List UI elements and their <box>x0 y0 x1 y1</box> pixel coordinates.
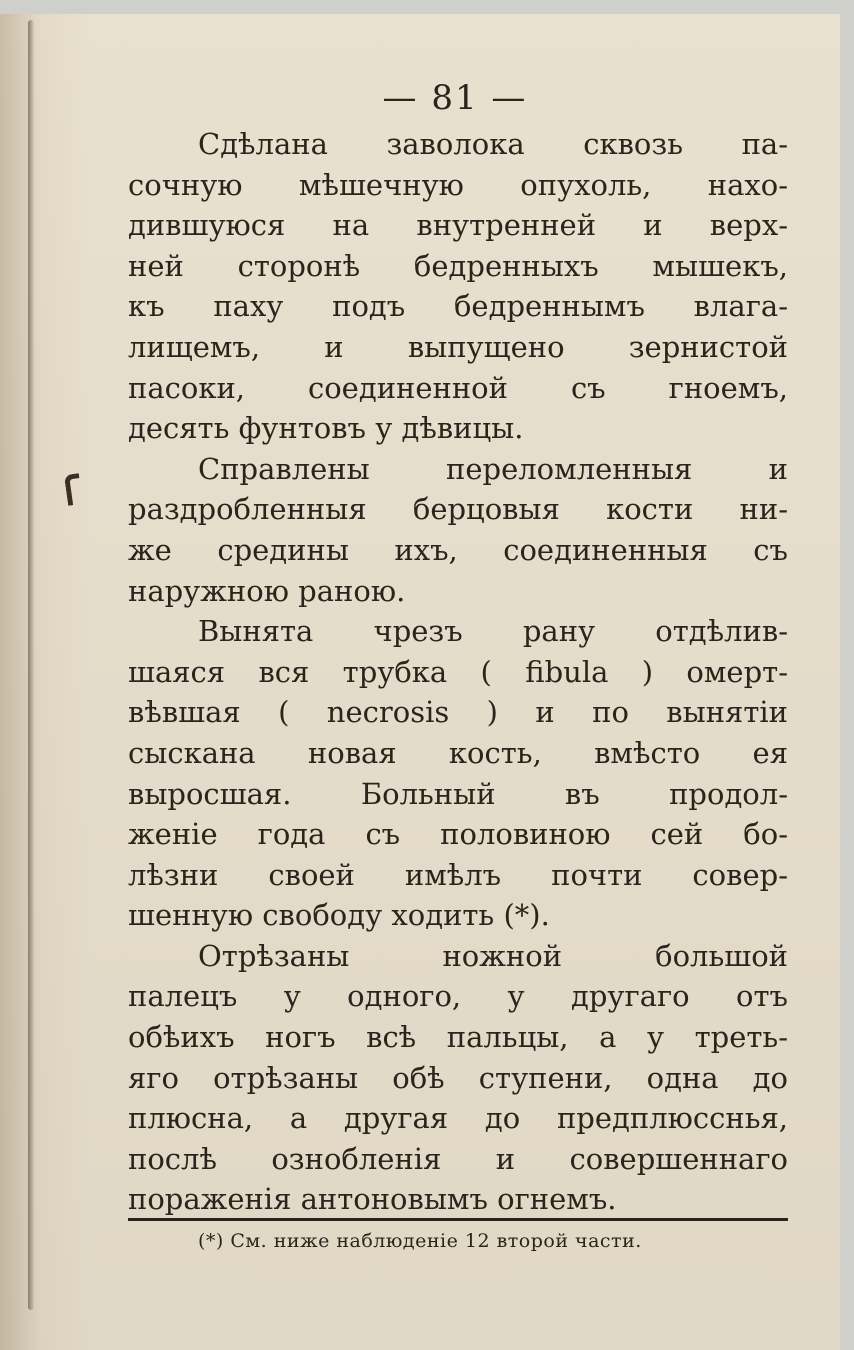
text-line: вѣвшая ( necrosis ) и по вынятіи <box>128 695 788 730</box>
text-line: раздробленныя берцовыя кости ни- <box>128 492 788 527</box>
text-line: сыскана новая кость, вмѣсто ея <box>128 735 788 770</box>
scan-border-right <box>840 14 854 1350</box>
text-line: же средины ихъ, соединенныя съ <box>128 532 788 567</box>
text-line: выросшая. Больный въ продол- <box>128 776 788 811</box>
ink-mark <box>64 473 83 506</box>
text-line: пасоки, соединенной съ гноемъ, <box>128 370 788 405</box>
text-line: дившуюся на внутренней и верх- <box>128 208 788 243</box>
text-line: пораженія антоновымъ огнемъ. <box>128 1182 617 1217</box>
scan-border-top <box>0 0 854 14</box>
text-line: женіе года съ половиною сей бо- <box>128 817 788 852</box>
text-line: Отрѣзаны ножной большой <box>198 938 788 973</box>
footnote-rule <box>128 1218 788 1221</box>
text-line: лѣзни своей имѣлъ почти совер- <box>128 857 788 892</box>
text-line: палецъ у одного, у другаго отъ <box>128 979 788 1014</box>
page-spine-shadow <box>28 20 34 1310</box>
footnote: (*) См. ниже наблюденіе 12 второй части. <box>198 1230 642 1252</box>
body-text <box>128 124 788 1220</box>
text-line: десять фунтовъ у дѣвицы. <box>128 411 524 446</box>
text-line: яго отрѣзаны обѣ ступени, одна до <box>128 1060 788 1095</box>
text-line: шенную свободу ходить (*). <box>128 898 550 933</box>
text-line: къ паху подъ бедреннымъ влага- <box>128 289 788 324</box>
text-line: Справлены переломленныя и <box>198 451 788 486</box>
text-line: ней сторонѣ бедренныхъ мышекъ, <box>128 248 788 283</box>
text-line: Сдѣлана заволока сквозь па- <box>198 127 788 161</box>
page-number: — 81 — <box>382 78 528 118</box>
text-line: обѣихъ ногъ всѣ пальцы, а у треть- <box>128 1020 788 1055</box>
text-line: сочную мѣшечную опухоль, нахо- <box>128 167 788 202</box>
text-line: Вынята чрезъ рану отдѣлив- <box>198 614 788 649</box>
text-line: шаяся вся трубка ( fibula ) омерт- <box>128 654 788 689</box>
text-line: плюсна, а другая до предплюсснья, <box>128 1101 788 1136</box>
text-line: наружною раною. <box>128 573 406 608</box>
text-line: послѣ ознобленія и совершеннаго <box>128 1141 788 1176</box>
text-line: лищемъ, и выпущено зернистой <box>128 329 788 364</box>
